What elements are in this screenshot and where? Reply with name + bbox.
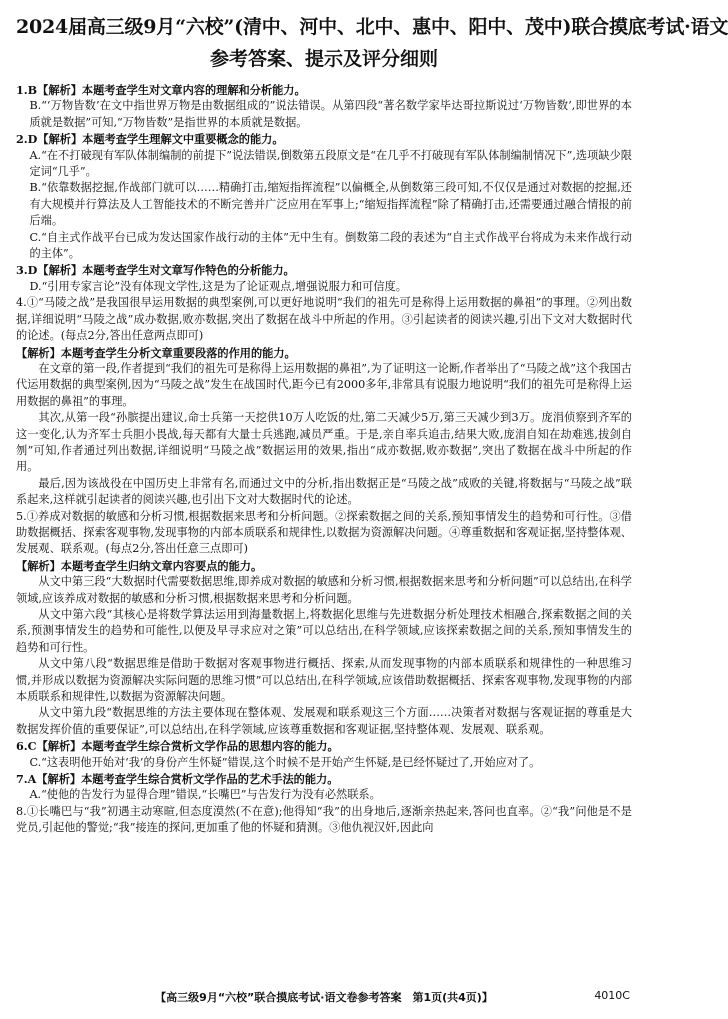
footer-code: 4010C (594, 989, 630, 1002)
page-subtitle: 参考答案、提示及评分细则 (209, 48, 438, 70)
answer-3-head: 3.D【解析】本题考查学生对文章写作特色的分析能力。 (16, 263, 295, 278)
page-title: 2024届高三级9月“六校”(清中、河中、北中、惠中、阳中、茂中)联合摸底考试·语文 (16, 16, 728, 38)
answer-content (16, 82, 632, 940)
answer-1-option-b: B.“‘万物皆数’在文中指世界万物是由数据组成的”说法错误。从第四段“著名数学家毕达哥拉斯说过‘万物皆数’,即世界的本质就是数据”可知,“万物皆数”是指世界的本质就是数据。 (29, 99, 632, 129)
answer-3-option-d: D.“引用专家言论”没有体现文学性,这是为了论证观点,增强说服力和可信度。 (29, 279, 407, 293)
answer-4-text: 4.①“马陵之战”是我国很早运用数据的典型案例,可以更好地说明“我们的祖先可是称得上运用数据的鼻祖”的事理。②列出数据,详细说明“马陵之战”成办数据,败亦数据,突出了数据在战斗中所起的作用。③引起读者的阅读兴趣,引出下文对大数据时代的论述。(每点2分,答出任意两点即可) (16, 296, 632, 343)
answer-5-text: 5.①养成对数据的敏感和分析习惯,根据数据来思考和分析问题。②探索数据之间的关系,预知事情发生的趋势和可行性。③借助数据概括、探索客观事物,发现事物的内部本质联系和规律性,以数据为资源解决问题。④尊重数据和客观证据,坚持整体观、发展观、联系观。(每点2分,答出任意三点即可) (16, 509, 632, 556)
answer-5-analysis-p1: 从文中第三段“大数据时代需要数据思维,即养成对数据的敏感和分析习惯,根据数据来思考和分析问题”可以总结出,在科学领域,应该养成对数据的敏感和分析习惯,根据数据来思考和分析问题。 (16, 575, 632, 605)
answer-5-analysis-p3: 从文中第八段“数据思维是借助于数据对客观事物进行概括、探索,从而发现事物的内部本质联系和规律性的一种思维习惯,并形成以数据为资源解决实际问题的思维习惯”可以总结出,在科学领域,应该借助数据概括、探索客观事物,发现事物的内部本质联系和规律性,以数据为资源解决问题。 (16, 657, 632, 704)
answer-4-analysis-p1: 在文章的第一段,作者提到“我们的祖先可是称得上运用数据的鼻祖”,为了证明这一论断,作者举出了“马陵之战”这个我国古代运用数据的典型案例,因为“马陵之战”发生在战国时代,距今已有2000多年,非常具有说服力地说明“我们的祖先可是称得上运用数据的鼻祖”的事理。 (16, 361, 632, 408)
answer-4-analysis-head: 【解析】本题考查学生分析文章重要段落的作用的能力。 (16, 345, 296, 360)
answer-7-option-a: A.“使他的告发行为显得合理”错误,“长嘴巴”与告发行为没有必然联系。 (29, 788, 381, 802)
answer-6-head: 6.C【解析】本题考查学生综合赏析文学作品的思想内容的能力。 (16, 739, 339, 754)
page-footer (0, 989, 648, 1005)
answer-5-analysis-head: 【解析】本题考查学生归纳文章内容要点的能力。 (16, 558, 263, 573)
answer-4-analysis-p2: 其次,从第一段“孙膑提出建议,命士兵第一天挖供10万人吃饭的灶,第二天减少5万,第三天减少到3万。庞涓侦察到齐军的这一变化,认为齐军士兵胆小畏战,每天都有大量士兵逃跑,减员严重。于是,亲自率兵追击,结果大败,庞涓自知在劫难逃,拔剑自刎”可知,作者通过列出数据,详细说明“马陵之战”数据运用的效果,指出“成亦数据,败亦数据”,突出了数据在战斗中所起的作用。 (16, 411, 632, 474)
answer-2-head: 2.D【解析】本题考查学生理解文中重要概念的能力。 (16, 132, 284, 147)
answer-2-option-a: A.“在不打破现有军队体制编制的前提下”说法错误,倒数第五段原文是“在几乎不打破现有军队体制编制情况下”,选项缺少限定词“几乎”。 (29, 148, 632, 179)
answer-6-option-c: C.“这表明他开始对‘我’的身份产生怀疑”错误,这个时候不是开始产生怀疑,是已经怀疑过了,开始应对了。 (29, 755, 541, 769)
answer-5-analysis-p2: 从文中第六段“其核心是将数学算法运用到海量数据上,将数据化思维与先进数据分析处理技术相融合,探索数据之间的关系,预测事情发生的趋势和可能性,以便及早寻求应对之策”可以总结出,在科学领域,应该探索数据之间的关系,预知事情发生的趋势和可行性。 (16, 608, 632, 654)
answer-2-option-c: C.“自主式作战平台已成为发达国家作战行动的主体”无中生有。倒数第二段的表述为“自主式作战平台将成为未来作战行动的主体”。 (29, 230, 632, 261)
footer-text: 【高三级9月“六校”联合摸底考试·语文卷参考答案 第1页(共4页)】 (155, 991, 493, 1004)
answer-1-head: 1.B【解析】本题考查学生对文章内容的理解和分析能力。 (16, 83, 306, 97)
answer-8-text: 8.①长嘴巴与“我”初遇主动寒暄,但态度漠然(不在意);他得知“我”的出身地后,逐渐亲热起来,答问也直率。②“我”问他是不是党员,引起他的警觉;“我”接连的探问,更加重了他的怀疑和猜测。③他仇视汉奸,因此向 (16, 804, 632, 835)
answer-5-analysis-p4: 从文中第九段“数据思维的方法主要体现在整体观、发展观和联系观这三个方面……决策者对数据与客观证据的尊重是大数据发挥价值的重要保证”,可以总结出,在科学领域,应该尊重数据和客观证据,坚持整体观、发展观、联系观。 (16, 706, 632, 736)
answer-2-option-b: B.“依靠数据挖掘,作战部门就可以……精确打击,缩短指挥流程”以偏概全,从倒数第三段可知,不仅仅是通过对数据的挖掘,还有大规模并行算法及人工智能技术的不断完善并广泛应用在军事上;“缩短指挥流程”除了精确打击,还需要通过融合情报的前后端。 (29, 181, 632, 228)
answer-4-analysis-p3: 最后,因为该战役在中国历史上非常有名,而通过文中的分析,指出数据正是“马陵之战”成败的关键,将数据与“马陵之战”联系起来,这样就引起读者的阅读兴趣,也引出下文对大数据时代的论述。 (16, 476, 632, 507)
answer-7-head: 7.A【解析】本题考查学生综合赏析文学作品的艺术手法的能力。 (16, 772, 339, 787)
